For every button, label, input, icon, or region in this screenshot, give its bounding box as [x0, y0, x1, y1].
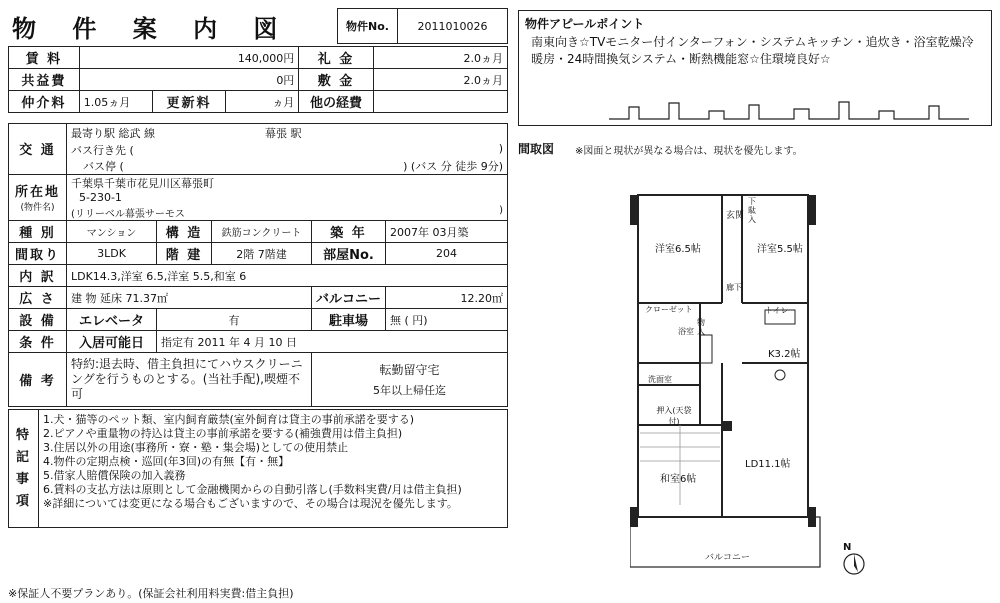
special-item: 1.犬・猫等のペット類、室内飼育厳禁(室外飼育は貸主の事前承諾を要する): [43, 413, 415, 426]
elevator-label: エレベータ: [67, 309, 157, 331]
room-kitchen: K3.2帖: [768, 349, 801, 360]
room-entrance: 玄関: [726, 211, 745, 221]
key-money-value: 2.0ヵ月: [373, 47, 507, 69]
room-washroom: 洗面室: [648, 375, 672, 384]
location-label: 所在地 (物件名): [9, 174, 67, 221]
station-row: 最寄り駅 総武 線 幕張 駅: [67, 124, 508, 142]
built-label: 築 年: [312, 221, 386, 243]
special-label: 特記事項: [9, 410, 39, 528]
address-line1: 千葉県千葉市花見川区幕張町: [67, 174, 508, 191]
type-value: マンション: [67, 221, 157, 243]
floorplan-title: 間取図: [518, 142, 555, 156]
other-fee-value: [373, 91, 507, 113]
skyline-decoration: [609, 99, 969, 121]
appeal-box: [518, 10, 992, 126]
property-no-label: 物件No.: [338, 9, 398, 44]
room-bath: 浴室: [678, 327, 694, 336]
brokerage-label: 仲介料: [9, 91, 80, 113]
common-fee-value: 0円: [79, 69, 299, 91]
room-japanese: 和室6帖: [660, 474, 697, 485]
type-label: 種 別: [9, 221, 67, 243]
room-storage: 物入: [697, 318, 705, 336]
bus-stop-row: バス停 ( ) (バス 分 徒歩 9分): [67, 158, 508, 175]
parking-label: 駐車場: [312, 309, 386, 331]
appeal-text: 南東向き☆TVモニター付インターフォン・システムキッチン・追炊き・浴室乾燥冷暖房・24時間換気システム・断熱機能窓☆住環境良好☆: [531, 35, 974, 66]
layout-label: 間取り: [9, 243, 67, 265]
floor-label: 階 建: [157, 243, 212, 265]
compass-icon: [842, 552, 866, 576]
parking-value: 無 ( 円): [386, 309, 508, 331]
room-ld: LD11.1帖: [745, 459, 791, 470]
room-hall: 廊下: [726, 283, 742, 292]
interior-label: 内 訳: [9, 265, 67, 287]
common-fee-label: 共益費: [9, 69, 80, 91]
remarks-value: 特約:退去時、借主負担にてハウスクリーニングを行うものとする。(当社手配),喫煙不可: [67, 353, 312, 407]
area-label: 広 さ: [9, 287, 67, 309]
special-item: ※詳細については変更になる場合もございますので、その場合は現況を優先します。: [43, 497, 458, 510]
appeal-title: 物件アピールポイント: [525, 17, 645, 31]
special-item: 5.借家人賠償保険の加入義務: [43, 469, 186, 482]
rent-label: 賃 料: [9, 47, 80, 69]
detail-table: [8, 123, 508, 407]
other-fee-label: 他の経費: [299, 91, 373, 113]
special-item: 2.ピアノや重量物の持込は貸主の事前承諾を要する(補強費用は借主負担): [43, 427, 403, 440]
interior-value: LDK14.3,洋室 6.5,洋室 5.5,和室 6: [67, 265, 508, 287]
traffic-label: 交 通: [9, 124, 67, 175]
facility-label: 設 備: [9, 309, 67, 331]
movein-label: 入居可能日: [67, 331, 157, 353]
remarks-label: 備 考: [9, 353, 67, 407]
special-table: [8, 409, 508, 528]
building-name: (リリーベル幕張サーモス ): [67, 205, 508, 221]
footer-note: ※保証人不要プランあり。(保証会社利用料実費:借主負担): [8, 587, 294, 600]
special-item: 4.物件の定期点検・巡回(年3回)の有無【有・無】: [43, 455, 290, 468]
bus-dest-row: バス行き先 ( ): [67, 142, 508, 158]
layout-value: 3LDK: [67, 243, 157, 265]
address-line2: 5-230-1: [67, 191, 508, 205]
balcony-label: バルコニー: [312, 287, 386, 309]
deposit-label: 敷 金: [299, 69, 373, 91]
deposit-value: 2.0ヵ月: [373, 69, 507, 91]
elevator-value: 有: [157, 309, 312, 331]
room-western2: 洋室5.5帖: [757, 244, 803, 255]
balcony-value: 12.20㎡: [386, 287, 508, 309]
fixed-term-box: 転勤留守宅 5年以上帰任迄: [312, 353, 508, 407]
area-value: 建 物 延床 71.37㎡: [67, 287, 312, 309]
room-balcony: バルコニー: [705, 553, 751, 563]
header-table: [8, 8, 508, 44]
room-no-value: 204: [386, 243, 508, 265]
room-toilet: トイレ: [765, 306, 789, 315]
floorplan-note: ※図面と現状が異なる場合は、現状を優先します。: [575, 146, 803, 157]
room-closet2: 押入(天袋付): [656, 406, 692, 426]
room-no-label: 部屋No.: [312, 243, 386, 265]
condition-label: 条 件: [9, 331, 67, 353]
key-money-label: 礼 金: [299, 47, 373, 69]
room-closet: クローゼット: [645, 305, 693, 314]
rent-table: [8, 46, 508, 113]
movein-value: 指定有 2011 年 4 月 10 日: [157, 331, 508, 353]
rent-value: 140,000円: [79, 47, 299, 69]
built-value: 2007年 03月築: [386, 221, 508, 243]
special-item: 3.住居以外の用途(事務所・寮・塾・集会場)としての使用禁止: [43, 441, 349, 454]
page-title: 物 件 案 内 図: [12, 14, 292, 43]
structure-label: 構 造: [157, 221, 212, 243]
north-label: N: [843, 542, 852, 553]
room-western1: 洋室6.5帖: [655, 244, 701, 255]
brokerage-value: 1.05ヵ月: [79, 91, 152, 113]
floor-value: 2階 7階建: [212, 243, 312, 265]
structure-value: 鉄筋コンクリート: [212, 221, 312, 243]
special-item: 6.賃料の支払方法は原則として金融機関からの自動引落し(手数料実費/月は借主負担): [43, 483, 462, 496]
renewal-label: 更新料: [152, 91, 225, 113]
special-items: [39, 410, 508, 528]
property-no: 2011010026: [398, 9, 508, 44]
renewal-value: ヵ月: [226, 91, 299, 113]
room-shoebox: 下駄入: [748, 197, 756, 224]
